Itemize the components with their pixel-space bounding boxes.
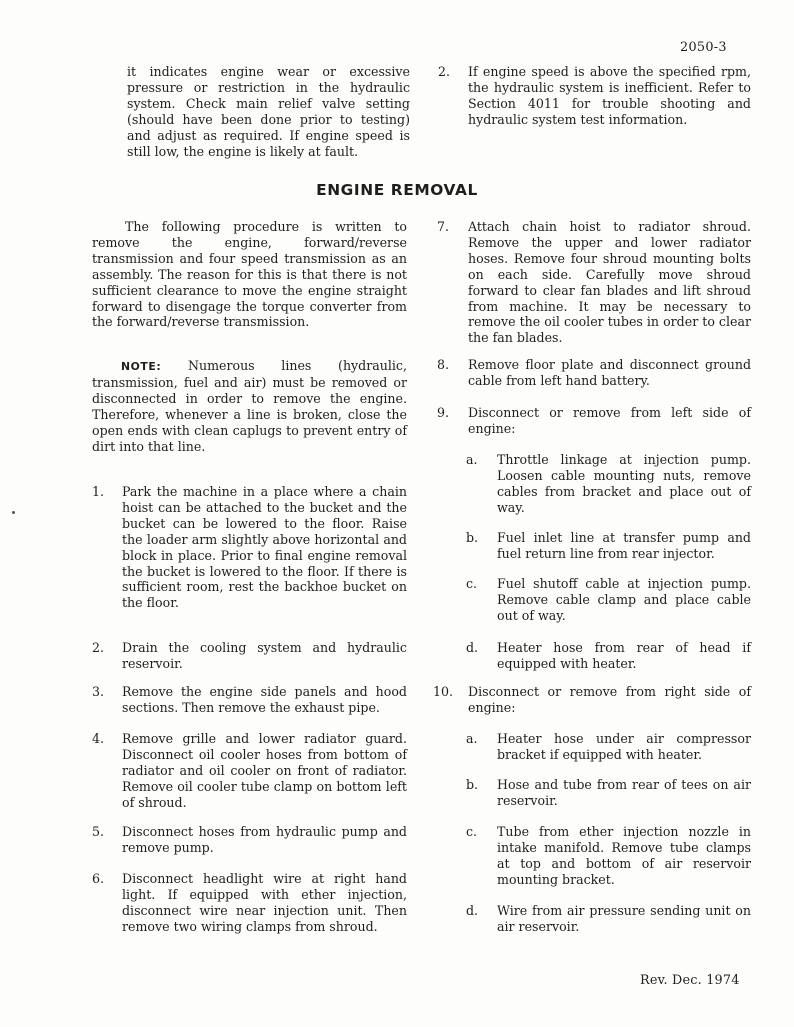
step-number: 2.: [92, 640, 105, 655]
note-paragraph: [92, 358, 407, 454]
step-number: 4.: [92, 731, 105, 746]
item-text: If engine speed is above the specified rpm, the hydraulic system is inefficient. Refer to Section 4011 for trouble shooting and hydraulic system test information.: [468, 64, 751, 127]
step-text: Remove the engine side panels and hood sections. Then remove the exhaust pipe.: [122, 684, 407, 715]
substep-letter: a.: [466, 731, 478, 746]
continued-paragraph: it indicates engine wear or excessive pressure or restriction in the hydraulic system. Check main relief valve setting (should have been done prior to testing) and adjust as required. If engine speed is still low, the engine is likely at fault.: [127, 64, 410, 159]
step-text: Disconnect or remove from left side of engine:: [468, 405, 751, 436]
substep-letter: d.: [466, 903, 479, 918]
substep-text: Fuel inlet line at transfer pump and fuel return line from rear injector.: [497, 530, 751, 561]
step-number: 1.: [92, 484, 105, 499]
revision-date: Rev. Dec. 1974: [640, 973, 740, 988]
substep-letter: b.: [466, 530, 479, 545]
step-text: Disconnect headlight wire at right hand light. If equipped with ether injection, disconnect wire near injection unit. Then remove two wiring clamps from shroud.: [122, 871, 407, 934]
substep-text: Wire from air pressure sending unit on air reservoir.: [497, 903, 751, 934]
substep-letter: b.: [466, 777, 479, 792]
scan-mark: [12, 511, 15, 514]
section-heading: ENGINE REMOVAL: [316, 181, 478, 199]
step-number: 3.: [92, 684, 105, 699]
note-text: Numerous lines (hydraulic, transmission, fuel and air) must be removed or disconnected in order to remove the engine. Therefore, whenever a line is broken, close the open ends with clean caplugs to prevent entry of dirt into that line.: [92, 358, 407, 454]
substep-letter: d.: [466, 640, 479, 655]
intro-paragraph: The following procedure is written to remove the engine, forward/reverse transmission and four speed transmission as an assembly. The reason for this is that there is not sufficient clearance to move the engine straight forward to disengage the torque converter from the forward/reverse transmission.: [92, 219, 407, 330]
step-number: 9.: [437, 405, 450, 420]
substep-text: Tube from ether injection nozzle in intake manifold. Remove tube clamps at top and bottom of air reservoir mounting bracket.: [497, 824, 751, 887]
page-number: 2050-3: [680, 40, 727, 55]
substep-letter: a.: [466, 452, 478, 467]
step-number: 7.: [437, 219, 450, 234]
step-text: Park the machine in a place where a chain hoist can be attached to the bucket and the bucket can be lowered to the floor. Raise the loader arm slightly above horizontal and block in place. Prior to final engine removal the bucket is lowered to the floor. If there is sufficient room, rest the backhoe bucket on the floor.: [122, 484, 407, 611]
step-text: Attach chain hoist to radiator shroud. Remove the upper and lower radiator hoses. Remove four shroud mounting bolts on each side. Carefully move shroud forward to clear fan blades and lift shroud from machine. It may be necessary to remove the oil cooler tubes in order to clear the fan blades.: [468, 219, 751, 346]
step-text: Remove floor plate and disconnect ground cable from left hand battery.: [468, 357, 751, 388]
substep-letter: c.: [466, 576, 478, 591]
step-text: Disconnect or remove from right side of engine:: [468, 684, 751, 715]
step-number: 6.: [92, 871, 105, 886]
substep-text: Fuel shutoff cable at injection pump. Remove cable clamp and place cable out of way.: [497, 576, 751, 623]
note-label: NOTE:: [121, 360, 162, 373]
step-number: 10.: [433, 684, 454, 699]
substep-text: Throttle linkage at injection pump. Loosen cable mounting nuts, remove cables from bracket and place out of way.: [497, 452, 751, 515]
substep-text: Heater hose from rear of head if equipped with heater.: [497, 640, 751, 671]
step-number: 5.: [92, 824, 105, 839]
step-text: Drain the cooling system and hydraulic reservoir.: [122, 640, 407, 671]
step-number: 8.: [437, 357, 450, 372]
step-text: Remove grille and lower radiator guard. Disconnect oil cooler hoses from bottom of radiator and oil cooler on front of radiator. Remove oil cooler tube clamp on bottom left of shroud.: [122, 731, 407, 810]
substep-text: Hose and tube from rear of tees on air reservoir.: [497, 777, 751, 808]
step-text: Disconnect hoses from hydraulic pump and remove pump.: [122, 824, 407, 855]
substep-text: Heater hose under air compressor bracket if equipped with heater.: [497, 731, 751, 762]
substep-letter: c.: [466, 824, 478, 839]
item-number: 2.: [438, 64, 451, 79]
